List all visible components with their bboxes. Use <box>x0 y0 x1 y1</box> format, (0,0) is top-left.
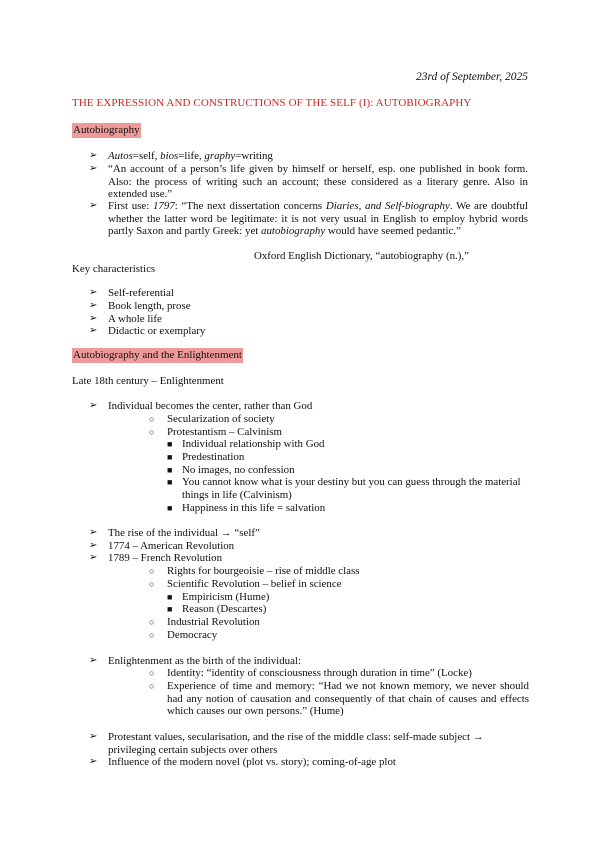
circle-bullet-icon: ○ <box>149 427 155 437</box>
arrow-bullet-icon: ➢ <box>89 313 98 324</box>
circle-bullet-icon: ○ <box>149 414 155 424</box>
arrow-bullet-icon: ➢ <box>89 731 98 742</box>
document-page: 23rd of September, 2025 THE EXPRESSION AND CONSTRUCTIONS OF THE SELF (I): AUTOBIOGRAPHY Autobiography ➢ Autos=self, bios=life, graphy=writing ➢ “An account of a person’s life given by himself or herself, esp. one published in book form. Also: the process of writing such an account; these considered as a literary genre. Also in extended use.” ➢ First use: 1797: “The next dissertation concerns Diaries, and Self-biography. We are doubtful whether the latter word be legitimate: it is not very usual in English to employ hybrid words partly Saxon and partly Greek: yet autobiography would have seemed pedantic.” Oxford English Dictionary, “autobiography (n.),” Key characteristics ➢ Self-referential ➢ Book length, prose ➢ A whole life ➢ Didactic or exemplary Autobiography and the Enlightenment Late 18th century – Enlightenment ➢ Individual becomes the center, rather than God ○ Secularization of society ○ Protestantism – Calvinism ■ Individual relationship with God ■ Predestination ■ No images, no confession ■ You cannot know what is your destiny but you can guess through the material things in life (Calvinism) ■ Happiness in this life = salvation ➢ The rise of the individual → “self” ➢ 1774 – American Revolution ➢ 1789 – French Revolution ○ Rights for bourgeoisie – rise of middle class ○ Scientific Revolution – belief in science ■ Empiricism (Hume) ■ Reason (Descartes) ○ Industrial Revolution ○ Democracy ➢ Enlightenment as the birth of the individual: ○ Identity: “identity of consciousness through duration in time” (Locke) ○ Experience of time and memory: “Had we not known memory, we never should had any notion of causation and consequently of that chain of causes and effects which causes our own persons.” (Hume) ➢ Protestant values, secularisation, and the rise of the middle class: self-made subject → privileging certain subjects over others ➢ Influence of the modern novel (plot vs. story); coming-of-age plot <box>0 0 600 848</box>
arrow-bullet-icon: ➢ <box>89 300 98 311</box>
circle-bullet-icon: ○ <box>149 579 155 589</box>
square-bullet-icon: ■ <box>167 592 173 602</box>
square-bullet-icon: ■ <box>167 452 173 462</box>
first-use-quote: First use: 1797: “The next dissertation concerns Diaries, and Self-biography. We are doubtful whether the latter word be legitimate: it is not very usual in English to employ hybrid words partly Saxon and partly Greek: yet autobiography would have seemed pedantic.” <box>108 200 528 238</box>
square-bullet-icon: ■ <box>167 439 173 449</box>
section-heading-enlightenment: Autobiography and the Enlightenment <box>73 349 242 361</box>
section-heading-autobiography: Autobiography <box>73 124 140 136</box>
arrow-bullet-icon: ➢ <box>89 527 98 538</box>
arrow-bullet-icon: ➢ <box>89 325 98 336</box>
key-characteristics-label: Key characteristics <box>72 263 156 275</box>
arrow-bullet-icon: ➢ <box>89 552 98 563</box>
arrow-bullet-icon: ➢ <box>89 400 98 411</box>
square-bullet-icon: ■ <box>167 503 173 513</box>
arrow-bullet-icon: ➢ <box>89 200 98 211</box>
arrow-bullet-icon: ➢ <box>89 540 98 551</box>
circle-bullet-icon: ○ <box>149 681 155 691</box>
document-title: THE EXPRESSION AND CONSTRUCTIONS OF THE SELF (I): AUTOBIOGRAPHY <box>72 97 472 109</box>
arrow-bullet-icon: ➢ <box>89 163 98 174</box>
square-bullet-icon: ■ <box>167 477 173 487</box>
arrow-bullet-icon: ➢ <box>89 655 98 666</box>
arrow-bullet-icon: ➢ <box>89 287 98 298</box>
square-bullet-icon: ■ <box>167 465 173 475</box>
citation-source: Oxford English Dictionary, “autobiography (n.),” <box>254 250 469 262</box>
arrow-bullet-icon: ➢ <box>89 150 98 161</box>
circle-bullet-icon: ○ <box>149 617 155 627</box>
document-date: 23rd of September, 2025 <box>415 71 528 83</box>
circle-bullet-icon: ○ <box>149 630 155 640</box>
section-intro: Late 18th century – Enlightenment <box>72 375 224 387</box>
etymology-text: Autos=self, bios=life, graphy=writing <box>108 150 273 162</box>
definition-text: “An account of a person’s life given by himself or herself, esp. one published in book form. Also: the process of writing such an account; these considered as a literary genre. Also in extended use.” <box>108 163 528 201</box>
circle-bullet-icon: ○ <box>149 566 155 576</box>
square-bullet-icon: ■ <box>167 604 173 614</box>
circle-bullet-icon: ○ <box>149 668 155 678</box>
arrow-bullet-icon: ➢ <box>89 756 98 767</box>
